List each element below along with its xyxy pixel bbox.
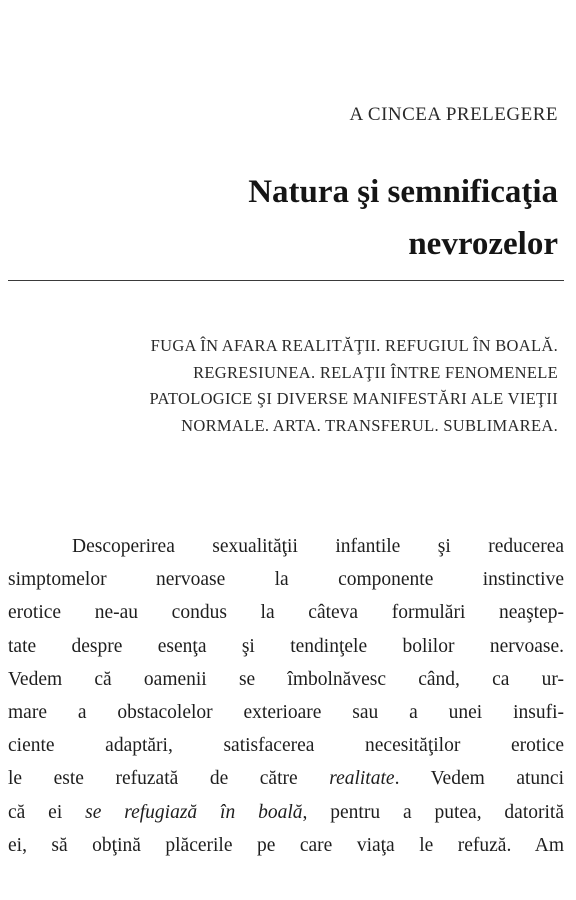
body-line: ei, să obţină plăcerile pe care viaţa le refuză. Am	[8, 834, 564, 856]
emphasis-realitate: realitate	[329, 768, 395, 790]
body-line: simptomelor nervoase la componente instinctive	[8, 569, 564, 591]
body-text-segment: , pentru a putea, datorită	[302, 801, 564, 823]
chapter-title-line-1: Natura şi semnificaţia	[248, 174, 558, 210]
chapter-title-line-2: nevrozelor	[408, 226, 558, 262]
chapter-title	[98, 166, 558, 270]
summary-line: REGRESIUNEA. RELAŢII ÎNTRE FENOMENELE	[193, 362, 558, 382]
body-line: mare a obstacolelor exterioare sau a unei insufi-	[8, 701, 564, 723]
summary-line: NORMALE. ARTA. TRANSFERUL. SUBLIMAREA.	[181, 415, 558, 435]
emphasis-refugiaza: se refugiază în boală	[85, 801, 303, 823]
summary-line: PATOLOGICE ŞI DIVERSE MANIFESTĂRI ALE VIEŢII	[149, 389, 558, 408]
body-line: ciente adaptări, satisfacerea necesităţilor erotice	[8, 735, 564, 757]
body-line: tate despre esenţa şi tendinţele bolilor nervoase.	[8, 635, 564, 657]
body-line: erotice ne-au condus la câteva formulări neaştep-	[8, 602, 564, 624]
body-line	[8, 796, 564, 829]
lecture-label: A CINCEA PRELEGERE	[349, 104, 558, 125]
body-line: Descoperirea sexualităţii infantile şi reducerea	[72, 536, 564, 557]
body-text-segment: . Vedem atunci	[394, 768, 564, 790]
chapter-summary	[18, 333, 558, 439]
body-paragraph	[8, 530, 564, 862]
summary-line: FUGA ÎN AFARA REALITĂŢII. REFUGIUL ÎN BOALĂ.	[150, 336, 558, 355]
body-line: Vedem că oamenii se îmbolnăvesc când, ca ur-	[8, 668, 564, 690]
body-text-segment: că ei	[8, 801, 86, 823]
title-divider	[8, 280, 564, 281]
body-line	[8, 762, 564, 795]
body-text-segment: le este refuzată de către	[8, 768, 330, 790]
